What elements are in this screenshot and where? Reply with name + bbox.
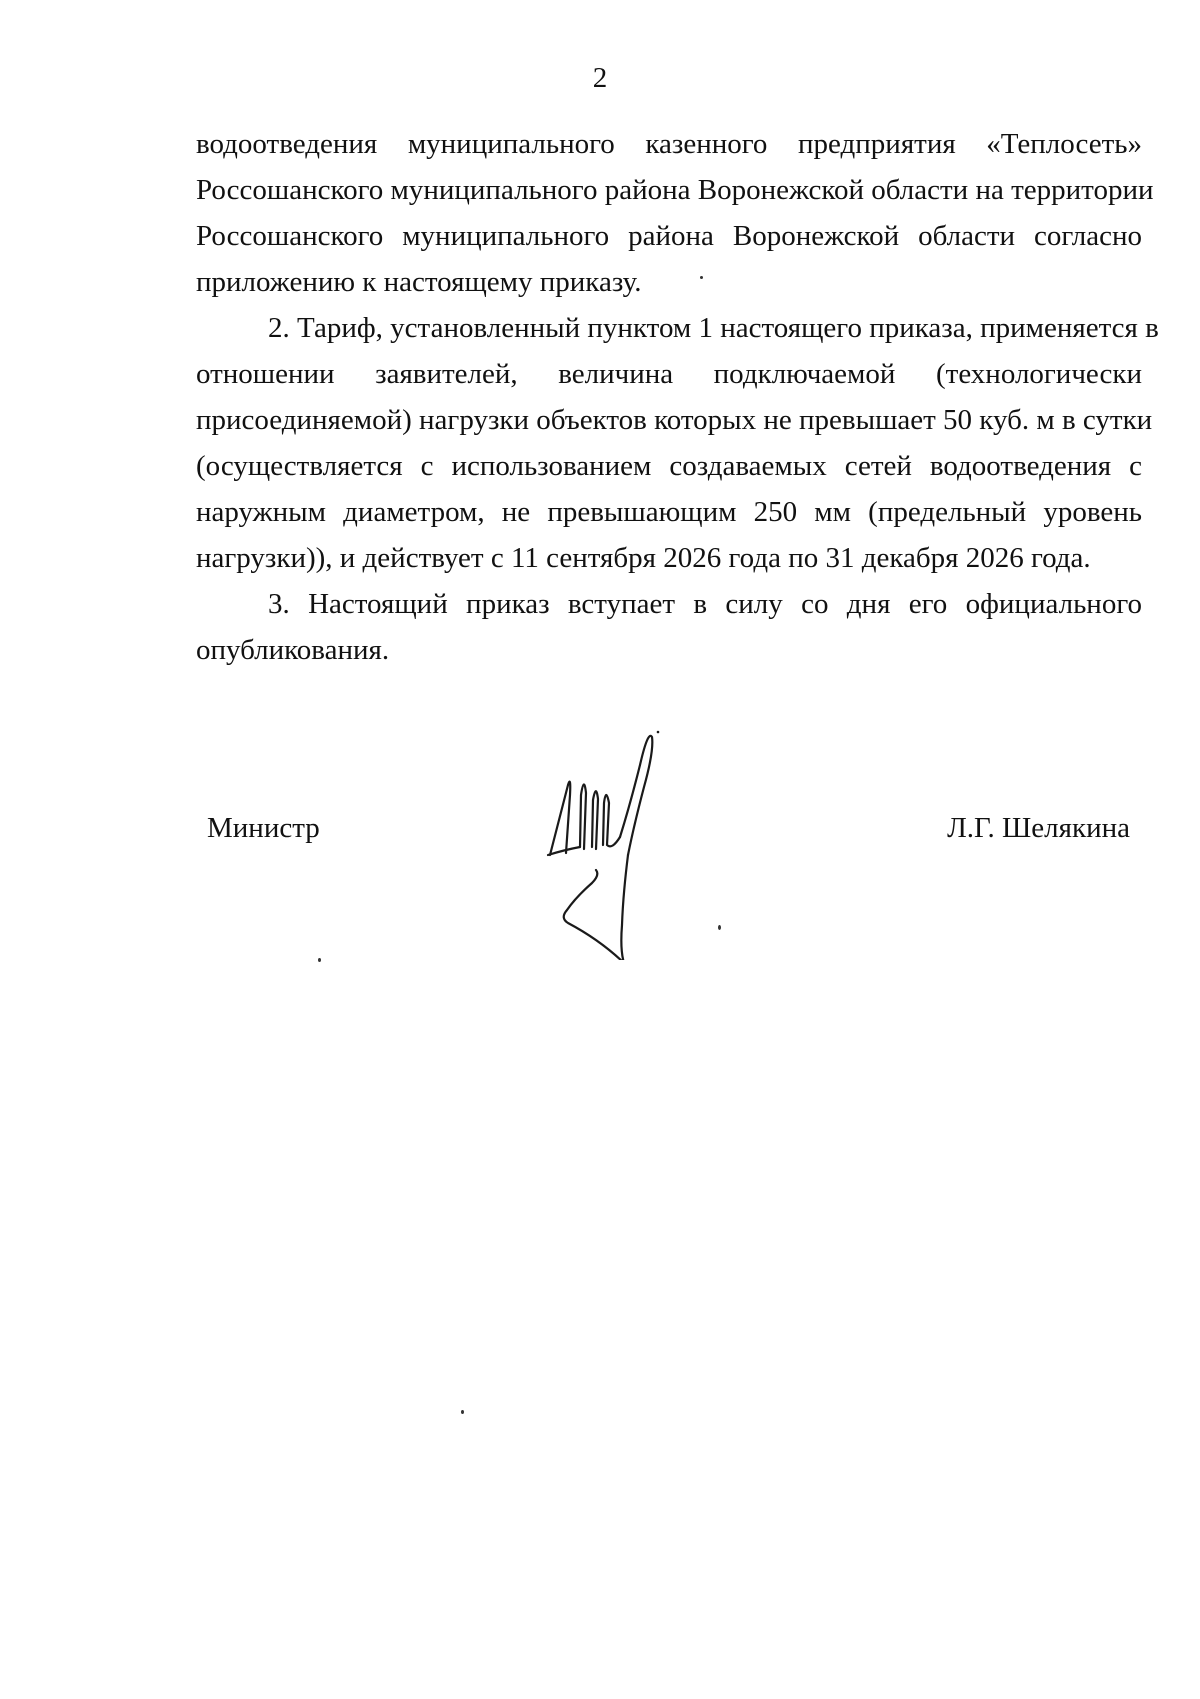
paragraph-line: нагрузки)), и действует с 11 сентября 2026 года по 31 декабря 2026 года. xyxy=(196,542,1091,574)
signatory-name: Л.Г. Шелякина xyxy=(947,812,1130,844)
paragraph-line: 2. Тариф, установленный пунктом 1 настоящего приказа, применяется в xyxy=(268,312,1159,344)
scan-speck xyxy=(700,276,703,279)
paragraph-line: водоотведения муниципального казенного предприятия «Теплосеть» xyxy=(196,128,1142,160)
paragraph-line: приложению к настоящему приказу. xyxy=(196,266,642,298)
handwritten-signature xyxy=(540,725,690,960)
paragraph-line: (осуществляется с использованием создаваемых сетей водоотведения с xyxy=(196,450,1142,482)
paragraph-line: Россошанского муниципального района Воронежской области согласно xyxy=(196,220,1142,252)
paragraph-line: опубликования. xyxy=(196,634,390,666)
paragraph-line: Россошанского муниципального района Воронежской области на территории xyxy=(196,174,1154,206)
scan-speck xyxy=(318,958,321,962)
paragraph-line: наружным диаметром, не превышающим 250 мм (предельный уровень xyxy=(196,496,1142,528)
paragraph-line: отношении заявителей, величина подключаемой (технологически xyxy=(196,358,1142,390)
page-number: 2 xyxy=(592,62,608,94)
paragraph-line: присоединяемой) нагрузки объектов которых не превышает 50 куб. м в сутки xyxy=(196,404,1153,436)
signatory-title: Министр xyxy=(207,812,320,844)
paragraph-line: 3. Настоящий приказ вступает в силу со дня его официального xyxy=(268,588,1142,620)
scan-speck xyxy=(718,925,721,930)
scan-speck xyxy=(461,1410,464,1414)
